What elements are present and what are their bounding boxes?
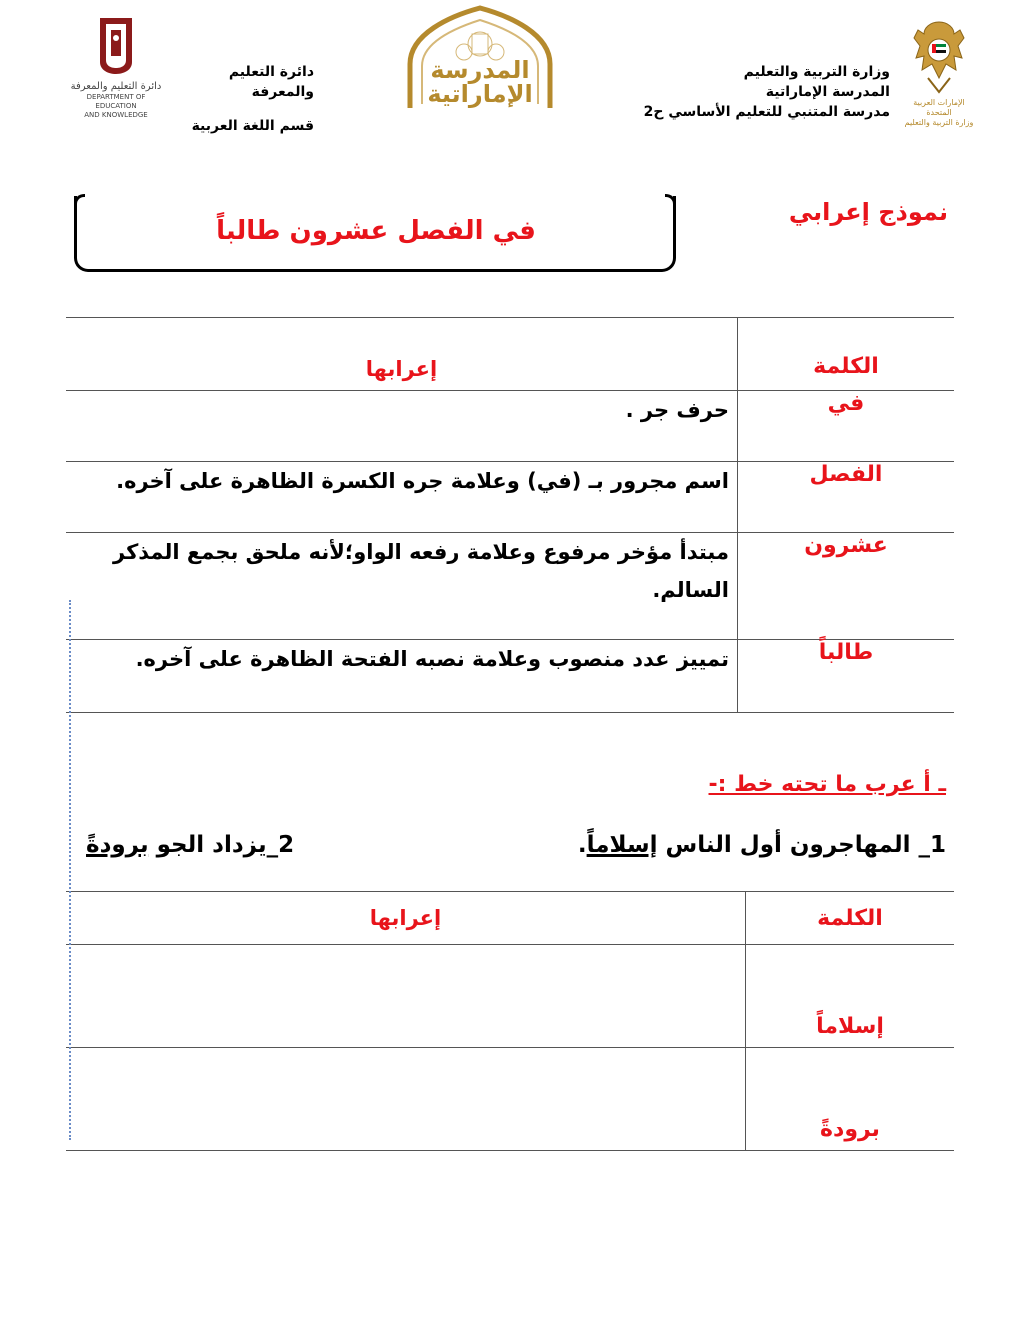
model-parsing-table	[66, 317, 954, 713]
analysis-cell: حرف جر .	[66, 391, 738, 462]
table-row	[66, 462, 954, 533]
word-cell: إسلاماً	[746, 945, 955, 1048]
model-sentence: في الفصل عشرون طالباً	[216, 216, 536, 246]
arabic-department: قسم اللغة العربية	[191, 118, 314, 134]
word-cell: عشرون	[738, 533, 955, 640]
department-name: دائرة التعليم والمعرفة	[228, 64, 314, 100]
exercise-instruction: ـ أ عرب ما تحته خط :-	[708, 772, 946, 797]
word-cell: في	[738, 391, 955, 462]
school-name: مدرسة المتنبي للتعليم الأساسي ح2	[643, 104, 890, 120]
table-row	[66, 640, 954, 713]
word-cell: طالباً	[738, 640, 955, 713]
school-logo-line1: المدرسة	[430, 56, 530, 84]
model-label: نموذج إعرابي	[788, 198, 948, 226]
table-header-row	[66, 318, 954, 391]
underlined-word: برودةً	[86, 832, 149, 858]
analysis-cell: تمييز عدد منصوب وعلامة نصبه الفتحة الظاهرة على آخره.	[66, 640, 738, 713]
ministry-name: وزارة التربية والتعليم	[743, 64, 890, 80]
department-header	[180, 62, 314, 136]
analysis-cell: مبتدأ مؤخر مرفوع وعلامة رفعه الواو؛لأنه ملحق بجمع المذكر السالم.	[66, 533, 738, 640]
adek-logo: دائرة التعليم والمعرفة DEPARTMENT OF EDUCATION AND KNOWLEDGE	[70, 14, 162, 120]
school-type: المدرسة الإماراتية	[765, 84, 890, 100]
word-cell: الفصل	[738, 462, 955, 533]
table-row	[66, 391, 954, 462]
table-row	[66, 945, 954, 1048]
header-word: الكلمة	[738, 318, 955, 391]
table-row	[66, 533, 954, 640]
table-row	[66, 1048, 954, 1151]
answer-table	[66, 891, 954, 1151]
margin-dotted-line	[69, 600, 71, 1140]
emirati-school-logo	[400, 4, 560, 112]
analysis-cell: اسم مجرور بـ (في) وعلامة جره الكسرة الظاهرة على آخره.	[66, 462, 738, 533]
header-word: الكلمة	[746, 892, 955, 945]
school-logo-line2: الإماراتية	[427, 80, 533, 108]
table-header-row	[66, 892, 954, 945]
ministry-header	[644, 62, 890, 122]
answer-cell[interactable]	[66, 945, 746, 1048]
answer-cell[interactable]	[66, 1048, 746, 1151]
exercise-sentence-2: 2_يزداد الجو برودةً	[86, 832, 295, 858]
word-cell: برودةً	[746, 1048, 955, 1151]
uae-emblem-caption: الإمارات العربية المتحدة وزارة التربية والتعليم	[904, 98, 974, 127]
exercise-sentence-1: 1_ المهاجرون أول الناس إسلاماً.	[577, 832, 946, 858]
header-analysis: إعرابها	[66, 318, 738, 391]
underlined-word: إسلاماً	[586, 832, 658, 858]
header-analysis: إعرابها	[66, 892, 746, 945]
